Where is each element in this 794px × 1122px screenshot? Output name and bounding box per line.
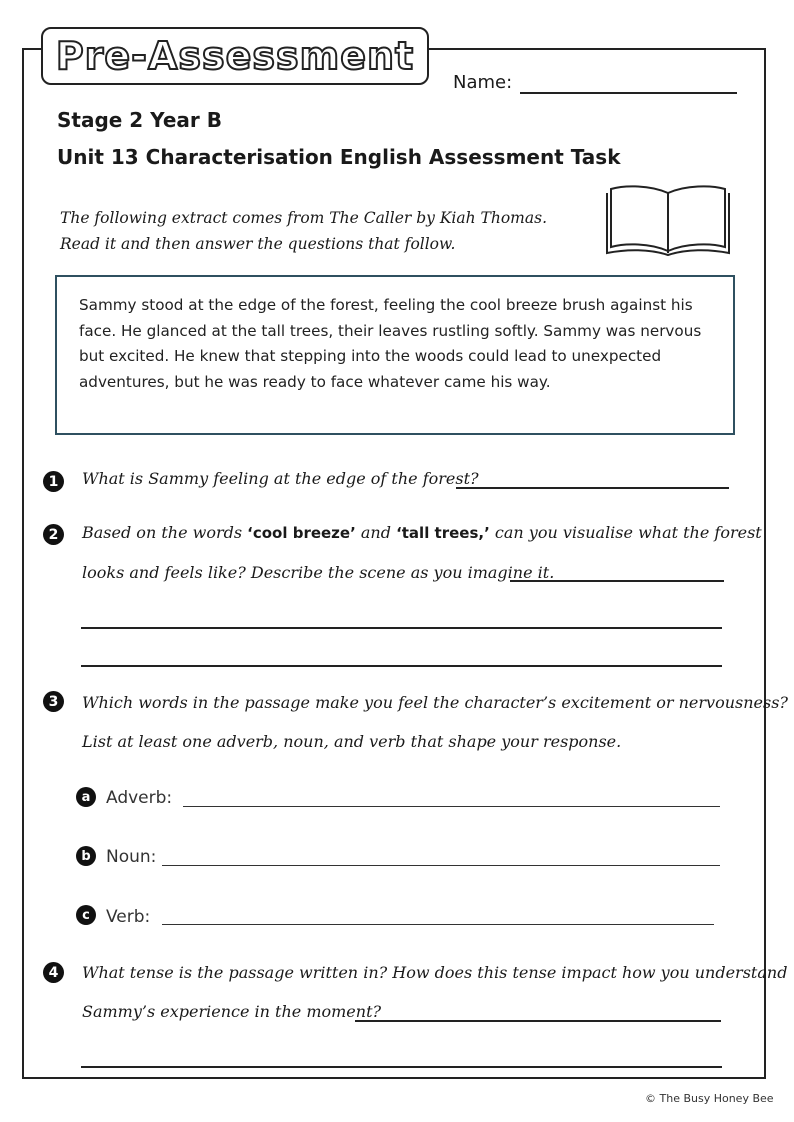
question-4-answer-line-2[interactable] [81,1066,722,1068]
question-4-answer-line-1[interactable] [355,1020,721,1022]
question-1-number: 1 [43,471,64,492]
question-1-text: What is Sammy feeling at the edge of the forest? [82,469,479,488]
question-2-text-a: Based on the words [82,523,248,542]
question-2-line-2: looks and feels like? Describe the scene as you imagine it. [82,563,555,582]
name-label: Name: [453,72,513,93]
page-title: Pre-Assessment [55,34,415,78]
question-1-answer-line[interactable] [456,487,729,489]
stage-heading: Stage 2 Year B [57,108,222,132]
name-field[interactable] [520,92,737,94]
question-2-bold-2: ‘tall trees,’ [396,524,490,542]
question-3-line-2: List at least one adverb, noun, and verb that shape your response. [82,732,622,751]
intro-line-2: Read it and then answer the questions that follow. [60,235,456,253]
question-4-line-1: What tense is the passage written in? How does this tense impact how you understand [82,963,788,982]
unit-heading: Unit 13 Characterisation English Assessment Task [57,145,621,169]
subpart-c-label: Verb: [106,907,151,927]
intro-text [60,205,547,257]
open-book-icon [605,183,731,257]
adverb-answer-line[interactable] [183,806,720,807]
question-2-answer-line-2[interactable] [81,627,722,629]
subpart-b-letter: b [76,846,96,866]
question-2-answer-line-1[interactable] [510,580,724,582]
question-2-line-1 [82,523,762,542]
subpart-c-letter: c [76,905,96,925]
subpart-a-label: Adverb: [106,788,173,808]
question-3-number: 3 [43,691,64,712]
question-2-number: 2 [43,524,64,545]
question-2-text-c: can you visualise what the forest [489,523,762,542]
verb-answer-line[interactable] [162,924,714,925]
question-2-answer-line-3[interactable] [81,665,722,667]
question-2-text-b: and [355,523,397,542]
intro-line-1: The following extract comes from The Caller by Kiah Thomas. [60,209,548,227]
question-4-line-2: Sammy’s experience in the moment? [82,1002,382,1021]
question-3-line-1: Which words in the passage make you feel the character’s excitement or nervousness? [82,693,789,712]
question-4-number: 4 [43,962,64,983]
noun-answer-line[interactable] [162,865,720,866]
passage-box: Sammy stood at the edge of the forest, feeling the cool breeze brush against his face. He glanced at the tall trees, their leaves rustling softly. Sammy was nervous but excited. He knew that stepping into the woods could lead to unexpected adventures, but he was ready to face whatever came his way. [55,275,735,435]
subpart-a-letter: a [76,787,96,807]
title-banner [41,27,429,85]
subpart-b-label: Noun: [106,847,157,867]
question-2-bold-1: ‘cool breeze’ [247,524,356,542]
copyright-footer: © The Busy Honey Bee [645,1092,774,1105]
